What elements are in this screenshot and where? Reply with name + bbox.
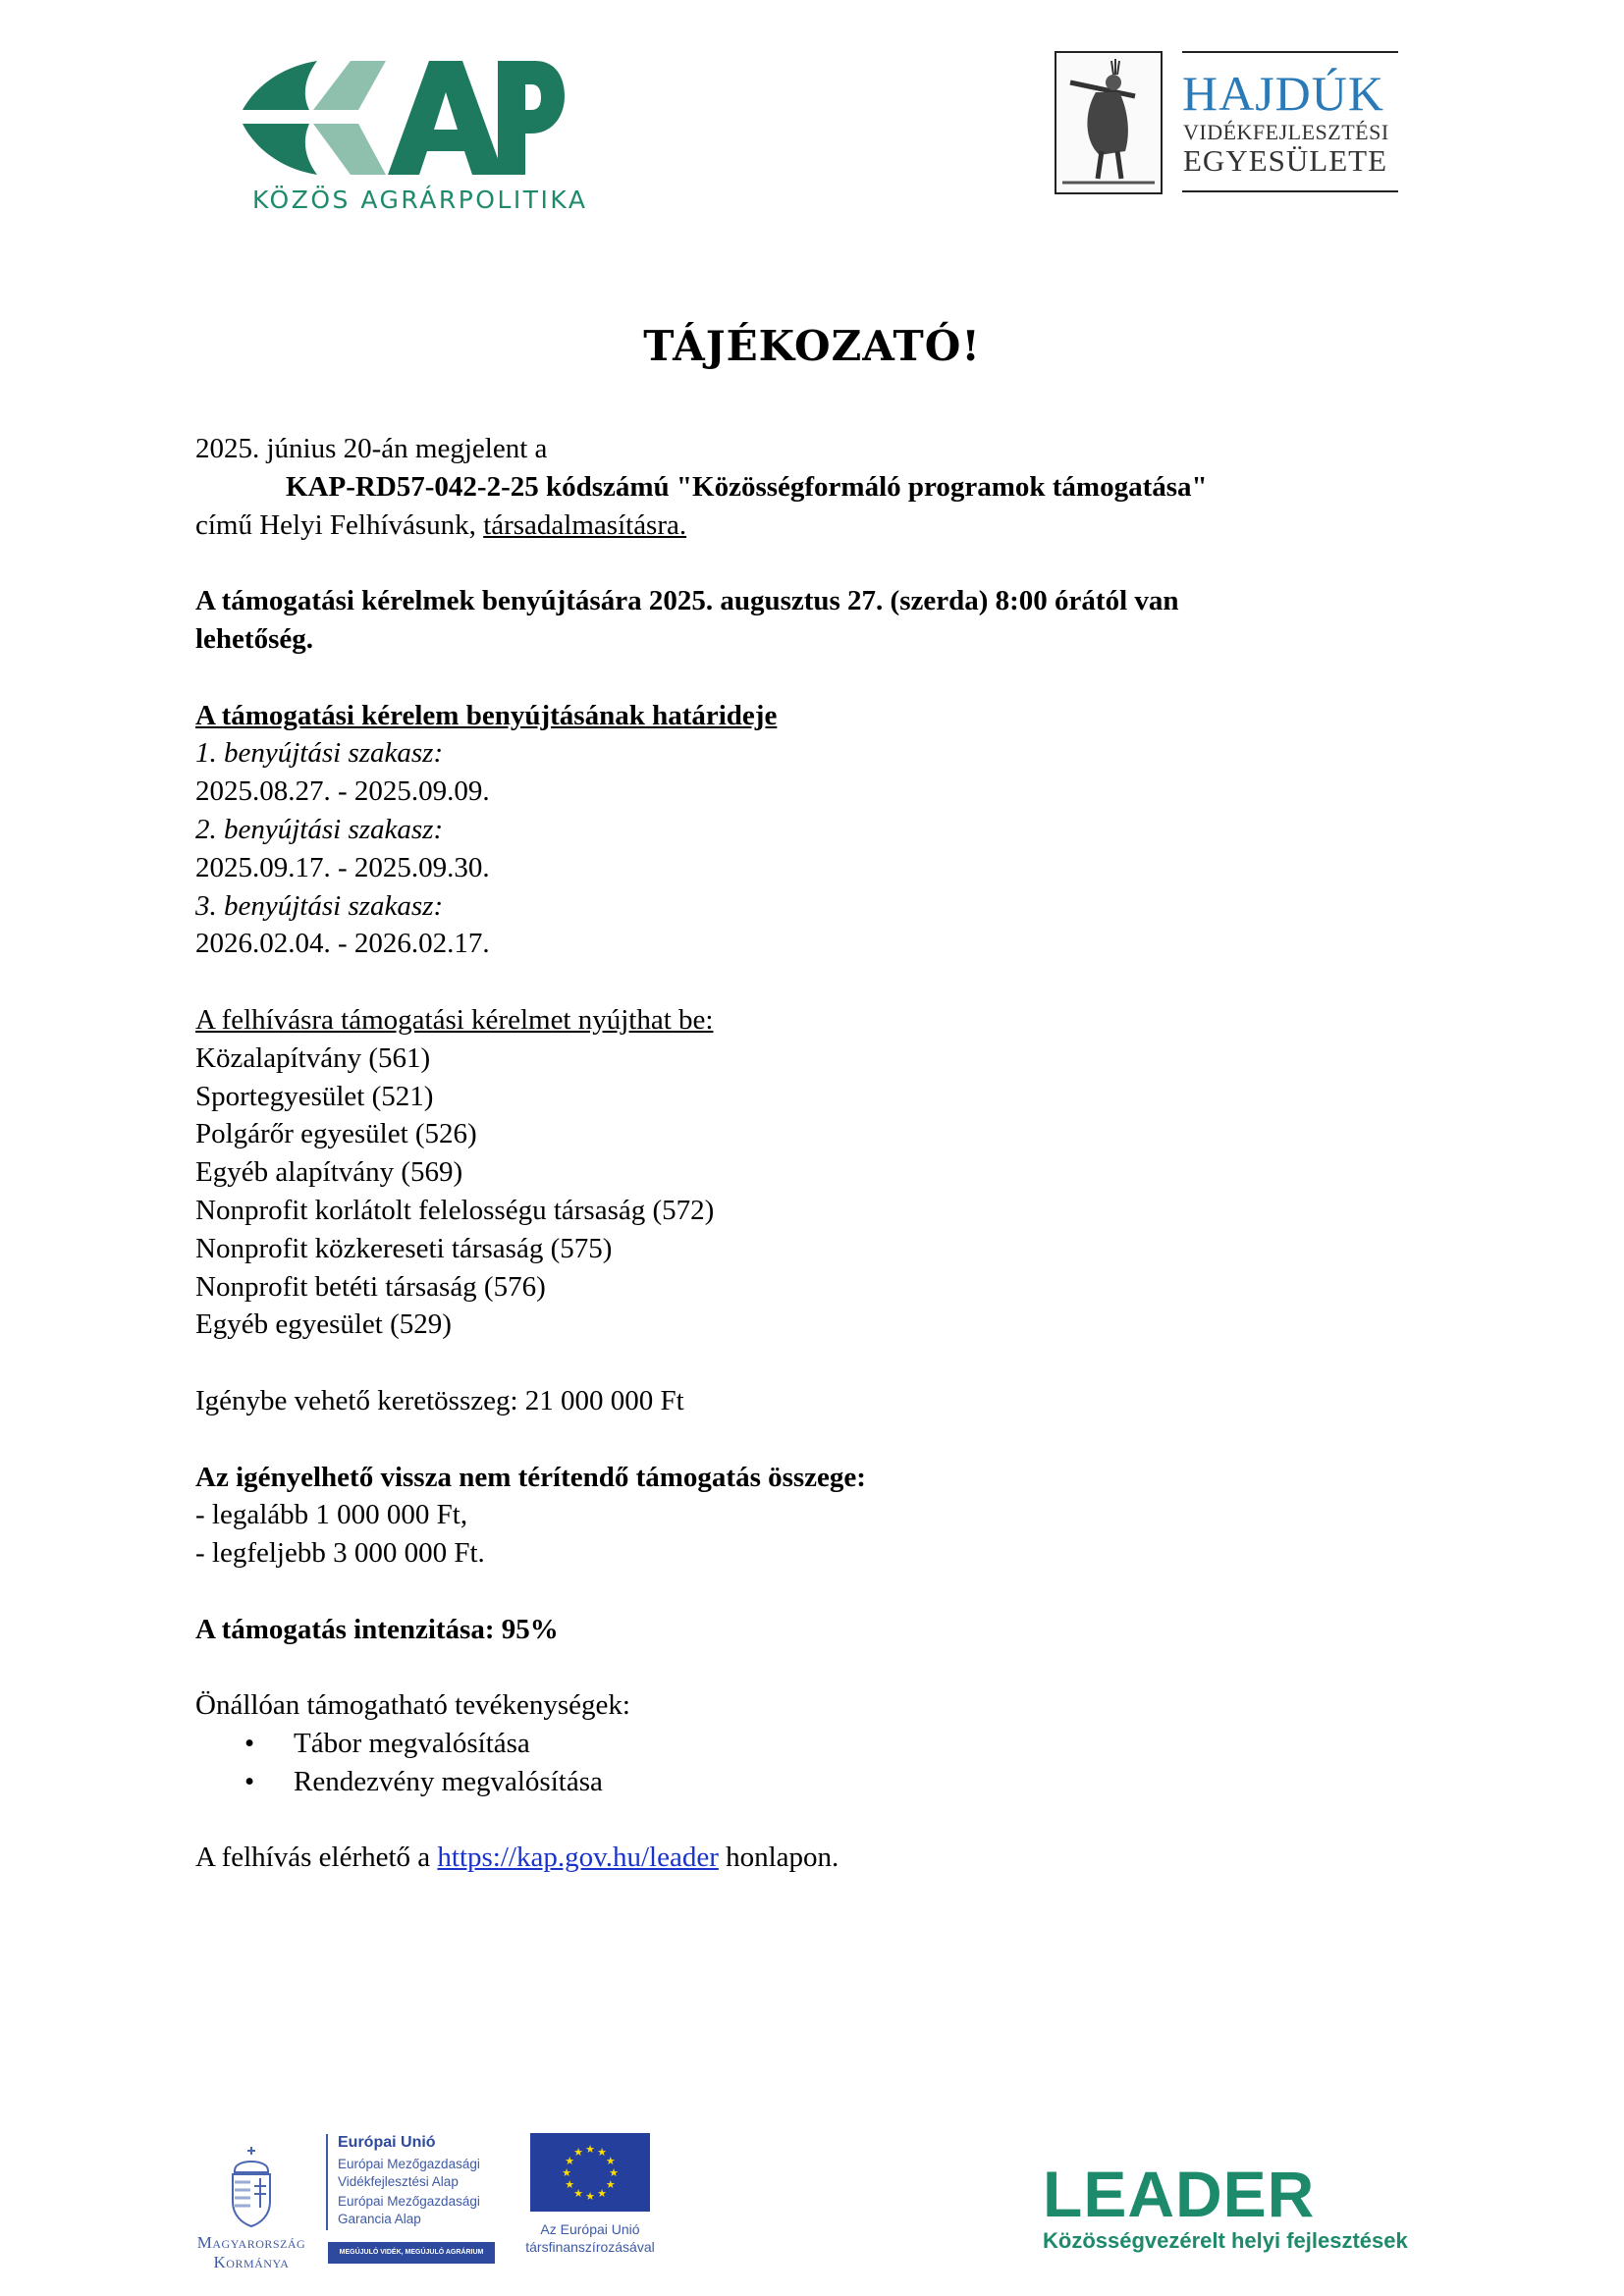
phase-2-label: 2. benyújtási szakasz: xyxy=(195,813,444,845)
eu-star-icon: ★ xyxy=(565,2179,575,2191)
hajduk-logo xyxy=(1055,51,1408,198)
hajduk-subtitle-2: EGYESÜLETE xyxy=(1183,143,1388,178)
government-line-1: Magyarország xyxy=(196,2233,306,2252)
eligible-item: Egyéb alapítvány (569) xyxy=(195,1156,463,1189)
consultation-link: társadalmasításra. xyxy=(483,508,687,541)
eu-star-icon: ★ xyxy=(597,2147,607,2160)
intensity-line: A támogatás intenzitása: 95% xyxy=(195,1613,559,1645)
phase-2-range: 2025.09.17. - 2025.09.30. xyxy=(195,851,490,883)
phase-3-range: 2026.02.04. - 2026.02.17. xyxy=(195,928,490,960)
eligible-item: Polgárőr egyesület (526) xyxy=(195,1118,477,1150)
grant-amount-heading: Az igényelhető vissza nem térítendő támogatás összege: xyxy=(195,1461,866,1493)
grant-amount-min: - legalább 1 000 000 Ft, xyxy=(195,1499,468,1531)
activities-heading: Önállóan támogatható tevékenységek: xyxy=(195,1689,630,1722)
eu-star-icon: ★ xyxy=(562,2167,571,2179)
eu-fund-line: Európai Mezőgazdasági xyxy=(338,2157,480,2171)
leader-subtitle: Közösségvezérelt helyi fejlesztések xyxy=(1043,2228,1408,2253)
leader-logo xyxy=(1043,2158,1408,2254)
eu-star-icon: ★ xyxy=(585,2191,595,2203)
eligible-heading: A felhívásra támogatási kérelmet nyújthat be: xyxy=(195,1003,714,1036)
deadlines-heading: A támogatási kérelem benyújtásának határideje xyxy=(195,699,778,731)
eligible-item: Nonprofit betéti társaság (576) xyxy=(195,1270,546,1303)
eu-star-icon: ★ xyxy=(605,2156,616,2167)
activity-label: Rendezvény megvalósítása xyxy=(294,1765,603,1797)
eu-star-icon: ★ xyxy=(609,2167,619,2179)
activity-item xyxy=(195,1763,1433,1801)
eligible-item: Sportegyesület (521) xyxy=(195,1080,434,1112)
submission-start-line-1: A támogatási kérelmek benyújtására 2025. augusztus 27. (szerda) 8:00 órától van xyxy=(195,585,1179,617)
eu-fund-divider xyxy=(326,2134,328,2230)
phase-1-range: 2025.08.27. - 2025.09.09. xyxy=(195,775,490,808)
eu-flag-icon xyxy=(530,2133,650,2212)
hajduk-woodcut-figure-icon xyxy=(1055,51,1163,194)
bullet-icon: • xyxy=(244,1765,255,1797)
hajduk-title: HAJDÚK xyxy=(1182,66,1384,121)
eu-fund-line: Garancia Alap xyxy=(338,2212,421,2226)
kap-logo-mark-icon xyxy=(241,59,565,177)
coat-of-arms-icon xyxy=(227,2145,276,2228)
budget-line: Igénybe vehető keretösszeg: 21 000 000 Ft xyxy=(195,1384,684,1416)
eu-star-icon: ★ xyxy=(565,2156,575,2167)
hajduk-subtitle-1: VIDÉKFEJLESZTÉSI xyxy=(1183,120,1389,144)
eligible-item: Közalapítvány (561) xyxy=(195,1041,431,1074)
intro-call-code: KAP-RD57-042-2-25 kódszámú "Közösségformáló programok támogatása" xyxy=(286,470,1208,503)
eligible-item: Nonprofit korlátolt felelosségu társaság (572) xyxy=(195,1194,715,1226)
page-title: TÁJÉKOZATÓ! xyxy=(643,322,981,370)
eu-fund-line: Európai Mezőgazdasági xyxy=(338,2194,480,2209)
eu-cofinancing-line-2: társfinanszírozásával xyxy=(525,2239,655,2255)
eu-star-icon: ★ xyxy=(585,2144,595,2156)
eu-star-icon: ★ xyxy=(573,2187,583,2200)
eu-fund-line: Vidékfejlesztési Alap xyxy=(338,2174,459,2189)
availability-suffix: honlapon. xyxy=(718,1842,839,1874)
activity-label: Tábor megvalósítása xyxy=(294,1728,530,1760)
eu-cofinancing-text xyxy=(511,2220,670,2256)
hajduk-top-rule xyxy=(1182,51,1398,53)
availability-line xyxy=(195,1839,1433,1877)
eu-fund-title: Európai Unió xyxy=(338,2134,436,2151)
phase-3-label: 3. benyújtási szakasz: xyxy=(195,889,444,922)
phase-1-label: 1. benyújtási szakasz: xyxy=(195,737,444,770)
leader-title: LEADER xyxy=(1043,2158,1316,2230)
availability-prefix: A felhívás elérhető a xyxy=(195,1842,438,1874)
eu-cofinancing-line-1: Az Európai Unió xyxy=(540,2221,640,2237)
document-body xyxy=(195,430,1433,1877)
activity-item xyxy=(195,1725,1433,1763)
eu-fund-slogan-band: MEGÚJULÓ VIDÉK, MEGÚJULÓ AGRÁRIUM xyxy=(328,2242,495,2264)
eu-star-icon: ★ xyxy=(605,2179,616,2191)
submission-start-line-2: lehetőség. xyxy=(195,622,313,655)
kap-logo-subtitle: KÖZÖS AGRÁRPOLITIKA xyxy=(252,186,588,214)
eu-star-icon: ★ xyxy=(597,2187,607,2200)
government-name xyxy=(183,2233,320,2272)
intro-line-1: 2025. június 20-án megjelent a xyxy=(195,433,548,464)
government-line-2: Kormánya xyxy=(213,2253,290,2271)
kap-leader-link[interactable]: https://kap.gov.hu/leader xyxy=(437,1842,719,1874)
intro-line-3-text: című Helyi Felhívásunk, xyxy=(195,508,484,541)
hajduk-bottom-rule xyxy=(1182,190,1398,192)
kap-logo xyxy=(241,54,588,216)
grant-amount-max: - legfeljebb 3 000 000 Ft. xyxy=(195,1537,485,1570)
eligible-item: Egyéb egyesület (529) xyxy=(195,1308,452,1341)
eu-star-icon: ★ xyxy=(573,2147,583,2160)
intro-line-3 xyxy=(195,507,1433,545)
hungarian-government-logo xyxy=(183,2145,320,2282)
eligible-item: Nonprofit közkereseti társaság (575) xyxy=(195,1232,613,1264)
eu-agricultural-fund-logo xyxy=(326,2132,503,2289)
bullet-icon: • xyxy=(244,1728,255,1760)
